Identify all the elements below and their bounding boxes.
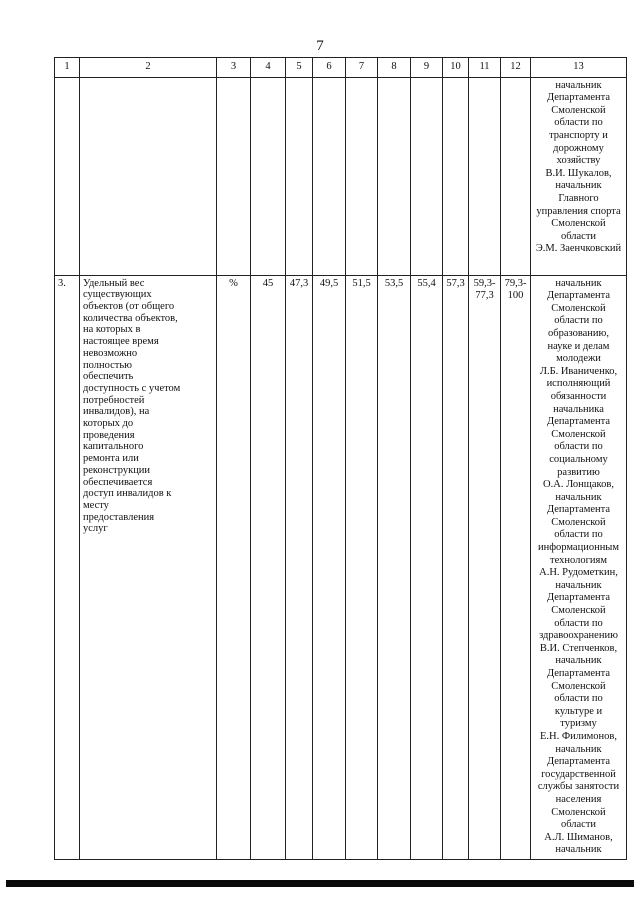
column-header-10: 10 xyxy=(443,58,469,78)
value-cell: 53,5 xyxy=(378,275,411,859)
column-header-1: 1 xyxy=(55,58,80,78)
column-header-11: 11 xyxy=(469,58,501,78)
cell-empty xyxy=(313,77,346,275)
column-header-5: 5 xyxy=(286,58,313,78)
value-cell: 45 xyxy=(251,275,286,859)
unit-cell: % xyxy=(217,275,251,859)
column-header-3: 3 xyxy=(217,58,251,78)
table-row-continued xyxy=(55,77,627,275)
value-cell: 55,4 xyxy=(411,275,443,859)
column-header-7: 7 xyxy=(346,58,378,78)
responsible-executors-cell: начальник Департамента Смоленской области по транспорту и дорожному хозяйству В.И. Шукалов, начальник Главного управления спорта Смоленской области Э.М. Заенчковский xyxy=(531,77,627,275)
responsible-executors-cell: начальник Департамента Смоленской области по образованию, науке и делам молодежи Л.Б. Иваниченко, исполняющий обязанности начальника Департамента Смоленской области по социальному развитию О.А. Лонщаков, начальник Департамента Смоленской области по информационным технологиям А.Н. Рудометкин, начальник Департамента Смоленской области по здравоохранению В.И. Степченков, начальник Департамента Смоленской области по культуре и туризму Е.Н. Филимонов, начальник Департамента государственной службы занятости населения Смоленской области А.Л. Шиманов, начальник xyxy=(531,275,627,859)
column-header-9: 9 xyxy=(411,58,443,78)
row-index: 3. xyxy=(55,275,80,859)
column-number-row xyxy=(55,58,627,78)
column-header-4: 4 xyxy=(251,58,286,78)
value-cell: 57,3 xyxy=(443,275,469,859)
value-cell: 47,3 xyxy=(286,275,313,859)
cell-empty xyxy=(346,77,378,275)
indicator-description: Удельный вес существующих объектов (от общего количества объектов, на которых в настоящее время невозможно полностью обеспечить доступность с учетом потребностей инвалидов), на которых до проведения капитального ремонта или реконструкции обеспечивается доступ инвалидов к месту предоставления услуг xyxy=(80,275,217,859)
value-cell: 59,3- 77,3 xyxy=(469,275,501,859)
cell-empty xyxy=(411,77,443,275)
page-number: 7 xyxy=(316,38,324,54)
cell-empty xyxy=(217,77,251,275)
cell-empty xyxy=(469,77,501,275)
column-header-2: 2 xyxy=(80,58,217,78)
page-bottom-rule xyxy=(6,880,634,887)
cell-empty xyxy=(286,77,313,275)
cell-empty xyxy=(251,77,286,275)
value-cell: 51,5 xyxy=(346,275,378,859)
cell-empty xyxy=(55,77,80,275)
cell-empty xyxy=(80,77,217,275)
cell-empty xyxy=(501,77,531,275)
column-header-13: 13 xyxy=(531,58,627,78)
column-header-6: 6 xyxy=(313,58,346,78)
column-header-8: 8 xyxy=(378,58,411,78)
table-row-3 xyxy=(55,275,627,859)
value-cell: 49,5 xyxy=(313,275,346,859)
program-indicators-table xyxy=(54,57,627,860)
column-header-12: 12 xyxy=(501,58,531,78)
value-cell: 79,3- 100 xyxy=(501,275,531,859)
cell-empty xyxy=(378,77,411,275)
cell-empty xyxy=(443,77,469,275)
